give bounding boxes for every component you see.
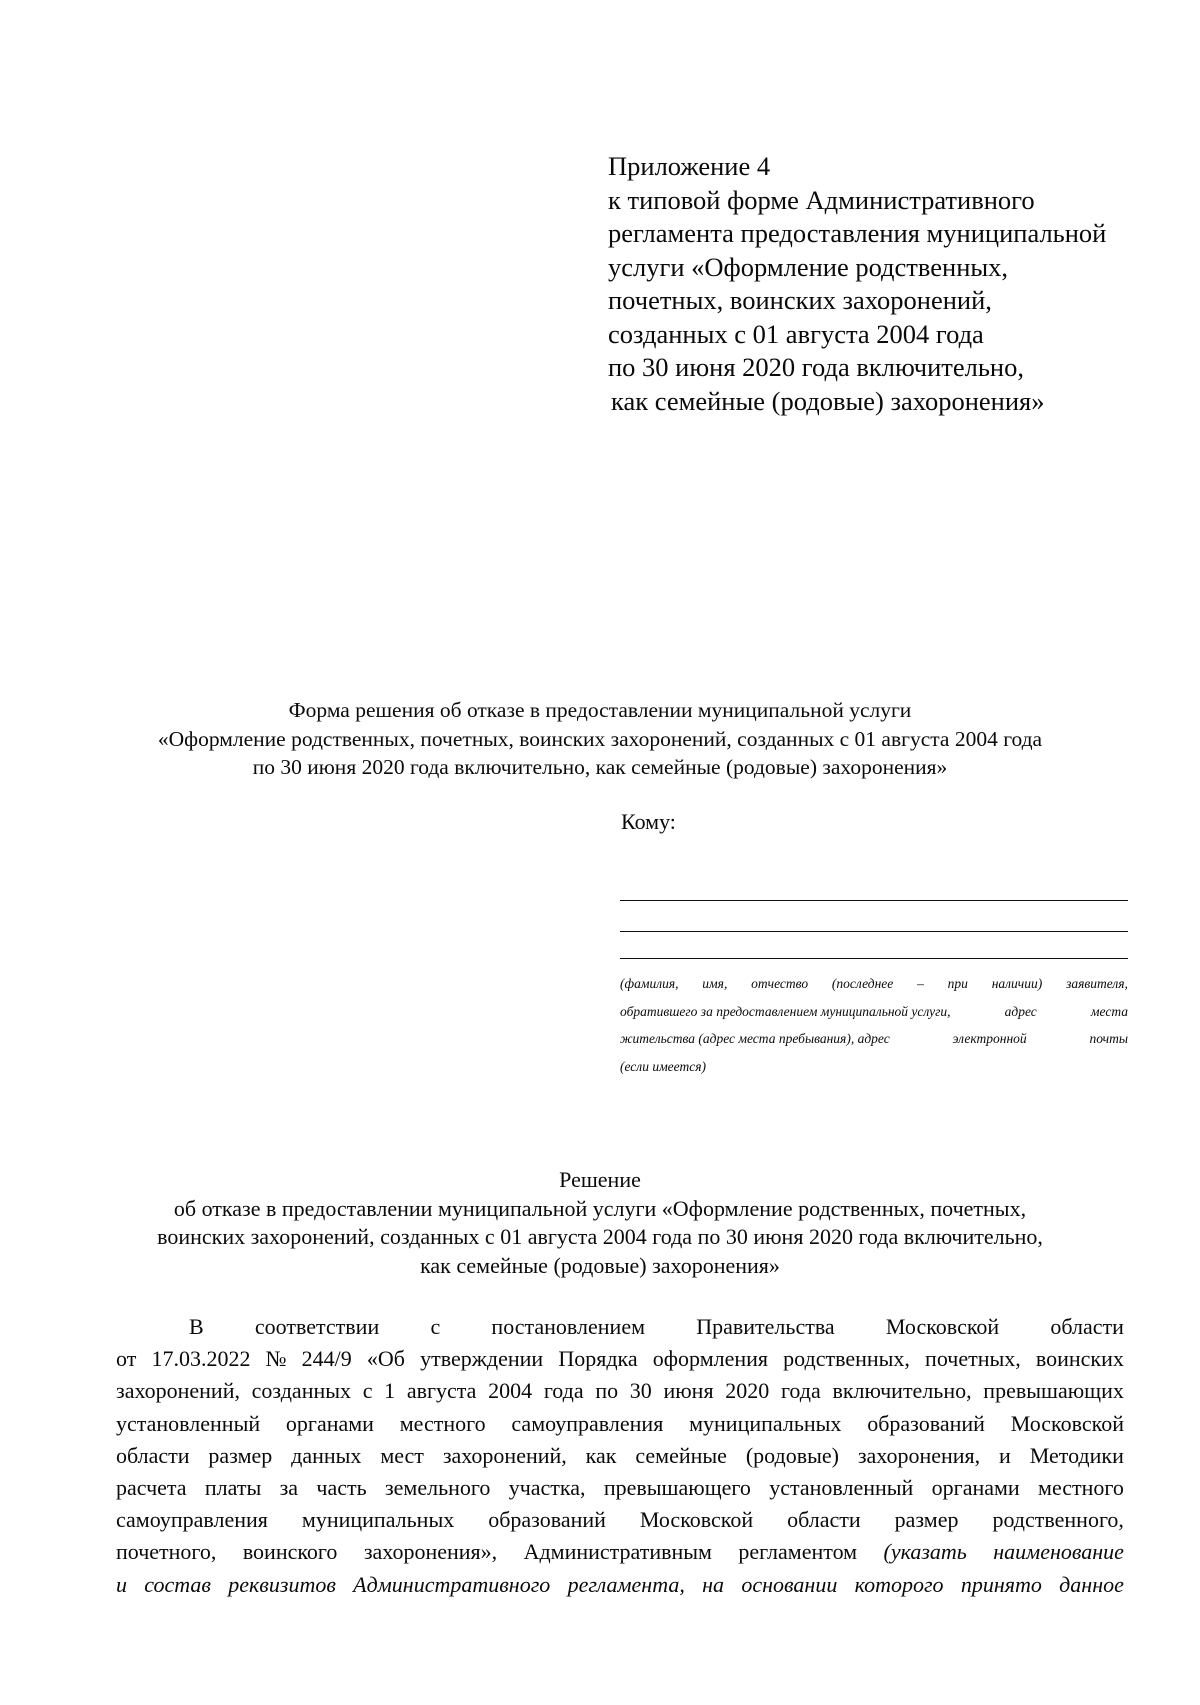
form-title-line: по 30 июня 2020 года включительно, как семейные (родовые) захоронения»	[252, 755, 948, 779]
body-line	[116, 1472, 1124, 1504]
body-word: и	[116, 1571, 127, 1597]
body-word: Порядка	[558, 1346, 638, 1372]
recipient-label: Кому:	[621, 809, 676, 834]
hint-word: адрес	[1004, 1003, 1037, 1019]
body-word: и	[999, 1442, 1011, 1468]
body-word: расчета	[116, 1475, 187, 1501]
body-word: данное	[1059, 1571, 1124, 1597]
form-title-line: Форма решения об отказе в предоставлении муниципальной услуги	[288, 698, 912, 722]
form-title	[100, 696, 1100, 782]
body-word: августа	[406, 1378, 477, 1404]
body-word: созданных	[251, 1378, 352, 1404]
hint-word: электронной	[952, 1031, 1027, 1046]
body-word: постановлением	[491, 1314, 646, 1339]
body-word: захоронений,	[442, 1442, 567, 1468]
body-word: 1	[384, 1378, 396, 1404]
hint-word: жительства (адрес места пребывания), адрес	[620, 1031, 890, 1046]
body-word: образований	[867, 1410, 985, 1436]
appendix-line: созданных с 01 августа 2004 года	[608, 318, 984, 349]
hint-word: при	[947, 976, 968, 991]
body-word: области	[1050, 1314, 1124, 1339]
body-word: по	[595, 1378, 619, 1404]
appendix-line: Приложение 4	[608, 151, 771, 181]
body-word: включительно,	[832, 1378, 972, 1404]
hint-word: (если имеется)	[620, 1058, 706, 1074]
body-word: 30	[629, 1378, 652, 1404]
body-word: самоуправления	[116, 1507, 268, 1533]
body-line	[116, 1311, 1124, 1343]
body-word: В	[189, 1314, 204, 1339]
body-word: 2020	[725, 1378, 770, 1404]
decision-title-line: как семейные (родовые) захоронения»	[420, 1252, 780, 1278]
body-word: образований	[488, 1507, 606, 1533]
body-word: часть	[316, 1475, 367, 1501]
body-word: года	[543, 1378, 584, 1404]
body-word: местного	[399, 1410, 486, 1436]
hint-word: почты	[1089, 1031, 1128, 1046]
body-word: муниципальных	[301, 1507, 455, 1533]
recipient-hint-line	[620, 1053, 1128, 1081]
body-line	[116, 1408, 1124, 1440]
recipient-fill-line	[620, 958, 1128, 959]
body-word: почетного,	[116, 1539, 217, 1565]
form-title-line: «Оформление родственных, почетных, воинских захоронений, созданных с 01 августа 2004 года	[157, 726, 1043, 751]
body-line	[116, 1536, 1124, 1568]
appendix-line: к типовой форме Административного	[608, 184, 1035, 215]
body-word: Правительства	[696, 1314, 835, 1339]
body-word: утверждении	[420, 1346, 544, 1372]
recipient-hint-line	[620, 998, 1128, 1026]
body-word: установленный	[769, 1475, 914, 1501]
body-word: (родовые)	[745, 1442, 839, 1468]
recipient-hint-line	[620, 970, 1128, 998]
decision-title-line: воинских захоронений, созданных с 01 августа 2004 года по 30 июня 2020 года включительно,	[157, 1224, 1043, 1249]
body-word: года	[780, 1378, 821, 1404]
body-word: захоронений,	[116, 1378, 240, 1404]
body-word: как	[585, 1442, 617, 1468]
body-word: соответствии	[254, 1314, 380, 1339]
recipient-block	[620, 808, 1128, 1074]
body-word: захоронения,	[857, 1442, 981, 1468]
body-word: превышающего	[603, 1475, 751, 1501]
body-word: почетных,	[925, 1346, 1021, 1372]
body-word: родственного,	[992, 1507, 1124, 1533]
body-word: захоронения»,	[363, 1539, 498, 1565]
body-word: «Об	[366, 1346, 405, 1372]
appendix-line: почетных, воинских захоронений,	[608, 285, 992, 315]
body-word: воинских	[1035, 1346, 1124, 1372]
body-word: установленный	[116, 1410, 261, 1436]
body-word: области	[787, 1507, 861, 1533]
body-word: состав	[144, 1571, 211, 1597]
hint-word: (фамилия,	[620, 976, 679, 991]
body-word: 2004	[488, 1378, 533, 1404]
recipient-hint-line	[620, 1025, 1128, 1053]
body-word: платы	[204, 1475, 262, 1501]
body-word: превышающих	[983, 1378, 1124, 1404]
decision-title	[100, 1166, 1100, 1280]
body-word: №	[265, 1346, 287, 1372]
body-word: 17.03.2022	[151, 1346, 251, 1372]
body-word: родственных,	[783, 1346, 910, 1372]
body-word: самоуправления	[511, 1410, 664, 1436]
appendix-line: услуги «Оформление родственных,	[608, 251, 1009, 282]
body-word: данных	[291, 1442, 362, 1468]
hint-word: имя,	[702, 976, 728, 991]
body-line	[116, 1375, 1124, 1407]
appendix-line: регламента предоставления муниципальной	[608, 218, 1107, 248]
body-word: Московской	[885, 1314, 1000, 1339]
decision-body-paragraph	[116, 1311, 1124, 1601]
body-word: (указать	[883, 1539, 967, 1565]
appendix-line: по 30 июня 2020 года включительно,	[608, 352, 1024, 382]
body-word: регламентом	[738, 1539, 858, 1565]
body-word: Методики	[1029, 1442, 1124, 1468]
body-line	[116, 1504, 1124, 1536]
hint-word: места	[1090, 1003, 1128, 1019]
body-word: с	[430, 1314, 441, 1339]
body-word: регламента,	[567, 1571, 685, 1597]
hint-word: (последнее	[831, 976, 894, 991]
recipient-fill-line	[620, 900, 1128, 901]
body-word: которого	[854, 1571, 944, 1597]
body-word: Московской	[1010, 1410, 1124, 1436]
decision-heading: Решение	[559, 1167, 641, 1192]
body-word: наименование	[993, 1539, 1124, 1565]
body-word: органами	[285, 1410, 374, 1436]
appendix-header	[608, 150, 1168, 418]
body-word: муниципальных	[689, 1410, 842, 1436]
body-word: на	[702, 1571, 725, 1597]
body-word: оформления	[652, 1346, 769, 1372]
hint-word: –	[917, 976, 924, 991]
body-line	[116, 1440, 1124, 1472]
hint-word: отчество	[751, 976, 809, 991]
body-word: семейные	[635, 1442, 727, 1468]
body-word: реквизитов	[228, 1571, 336, 1597]
body-word: размер	[208, 1442, 273, 1468]
body-word: Административным	[523, 1539, 712, 1565]
recipient-fill-line	[620, 931, 1128, 932]
body-word: Московской	[639, 1507, 754, 1533]
body-word: принято	[960, 1571, 1042, 1597]
body-word: от	[116, 1346, 137, 1372]
body-word: местного	[1038, 1475, 1124, 1501]
hint-word: обратившего за предоставлением муниципальной услуги,	[620, 1003, 951, 1019]
body-word: области	[116, 1442, 190, 1468]
body-word: за	[279, 1475, 299, 1501]
recipient-hint	[620, 970, 1128, 1080]
body-line	[116, 1343, 1124, 1375]
hint-word: наличии)	[991, 976, 1043, 991]
body-word: основании	[741, 1571, 838, 1597]
body-word: органами	[931, 1475, 1020, 1501]
body-word: размер	[894, 1507, 959, 1533]
body-word: с	[362, 1378, 373, 1404]
body-word: воинского	[242, 1539, 338, 1565]
body-word: земельного	[384, 1475, 491, 1501]
body-line	[116, 1569, 1124, 1601]
body-word: 244/9	[301, 1346, 352, 1372]
appendix-line: как семейные (родовые) захоронения»	[611, 385, 1045, 416]
body-word: мест	[380, 1442, 424, 1468]
body-word: Административного	[353, 1571, 551, 1597]
body-word: участка,	[508, 1475, 586, 1501]
body-word: июня	[663, 1378, 714, 1404]
decision-title-line: об отказе в предоставлении муниципальной услуги «Оформление родственных, почетных,	[173, 1195, 1027, 1221]
hint-word: заявителя,	[1066, 976, 1128, 991]
